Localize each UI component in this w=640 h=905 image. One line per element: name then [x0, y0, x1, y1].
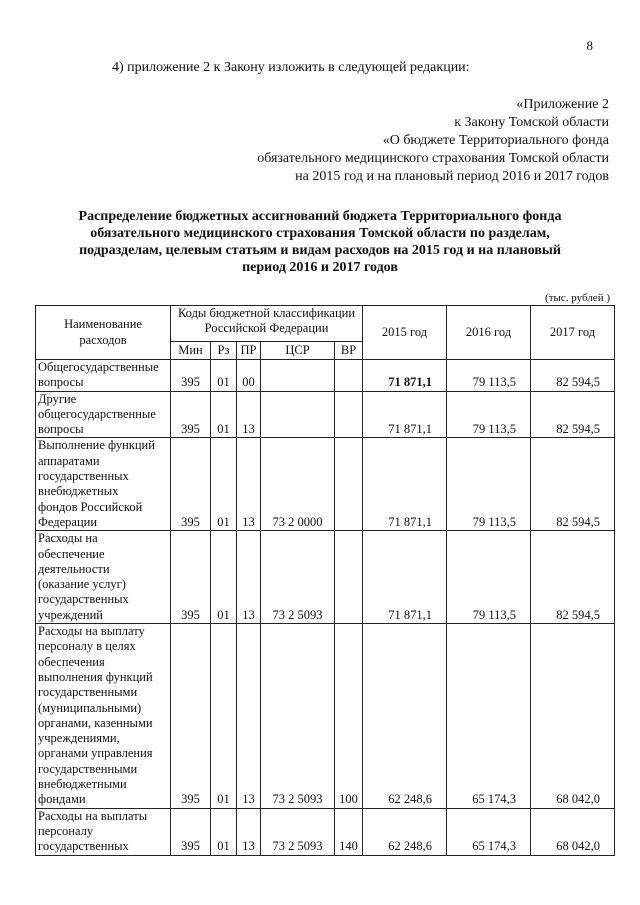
- row-name-line: внебюджетными: [38, 777, 127, 792]
- row-vr: 100: [335, 624, 363, 809]
- row-name: [36, 531, 171, 624]
- row-pr: 13: [237, 808, 261, 855]
- header-row: [36, 306, 615, 342]
- row-name-line: учреждениями,: [38, 731, 120, 746]
- header-min: Мин: [171, 342, 211, 360]
- row-2016: 65 174,3: [447, 624, 531, 809]
- row-2017: 82 594,5: [531, 531, 615, 624]
- row-name-line: органами управления: [38, 746, 153, 761]
- row-name: [36, 808, 171, 855]
- appendix-line: обязательного медицинского страхования Томской области: [257, 151, 609, 166]
- row-name-line: государственных: [38, 839, 129, 854]
- row-rz: 01: [211, 531, 237, 624]
- row-pr: 00: [237, 360, 261, 392]
- row-name-line: Выполнение функций: [38, 438, 155, 453]
- row-name-line: органами, казенными: [38, 715, 153, 730]
- table-row: [36, 531, 615, 624]
- row-2015: 71 871,1: [363, 531, 447, 624]
- row-pr: 13: [237, 624, 261, 809]
- row-name-line: учреждений: [38, 607, 103, 622]
- row-vr: [335, 438, 363, 531]
- appendix-line: к Закону Томской области: [454, 115, 609, 130]
- row-name-line: Другие: [38, 391, 77, 406]
- table-row: [36, 391, 615, 438]
- row-name-line: общегосударственные: [38, 406, 156, 421]
- row-min: 395: [171, 438, 211, 531]
- row-min: 395: [171, 531, 211, 624]
- appendix-reference: [257, 96, 609, 186]
- row-name: [36, 360, 171, 392]
- row-2017: 82 594,5: [531, 360, 615, 392]
- row-2017: 68 042,0: [531, 808, 615, 855]
- row-name-line: фондами: [38, 792, 86, 807]
- row-2015: 62 248,6: [363, 808, 447, 855]
- table-row: [36, 808, 615, 855]
- row-name-line: выполнения функций: [38, 669, 153, 684]
- row-name-line: вопросы: [38, 375, 84, 390]
- row-name-line: Расходы на: [38, 531, 98, 546]
- row-min: 395: [171, 808, 211, 855]
- row-name-line: персоналу: [38, 823, 94, 838]
- row-2016: 79 113,5: [447, 531, 531, 624]
- row-csr: 73 2 5093: [261, 808, 335, 855]
- row-name-line: государственных: [38, 469, 129, 484]
- title-line: подразделам, целевым статьям и видам расходов на 2015 год и на плановый: [79, 243, 561, 258]
- table-row: [36, 624, 615, 809]
- title-line: Распределение бюджетных ассигнований бюджета Территориального фонда: [78, 209, 562, 224]
- row-rz: 01: [211, 391, 237, 438]
- row-name-line: (оказание услуг): [38, 577, 126, 592]
- table-row: [36, 438, 615, 531]
- row-vr: [335, 391, 363, 438]
- row-name-line: (муниципальными): [38, 700, 142, 715]
- row-2015: 71 871,1: [363, 391, 447, 438]
- appendix-line: на 2015 год и на плановый период 2016 и 2017 годов: [295, 169, 609, 184]
- row-csr: [261, 391, 335, 438]
- header-codes-group: Коды бюджетной классификации Российской Федерации: [171, 306, 363, 342]
- row-name-line: Общегосударственные: [38, 360, 159, 374]
- row-name: [36, 624, 171, 809]
- row-name-line: обеспечение: [38, 546, 105, 561]
- table-row: [36, 360, 615, 392]
- row-name-line: государственными: [38, 761, 138, 776]
- header-pr: ПР: [237, 342, 261, 360]
- header-2016: 2016 год: [447, 306, 531, 360]
- row-min: 395: [171, 360, 211, 392]
- header-2015: 2015 год: [363, 306, 447, 360]
- intro-line: 4) приложение 2 к Закону изложить в следующей редакции:: [112, 60, 470, 75]
- row-name: [36, 438, 171, 531]
- row-name-line: Расходы на выплату: [38, 624, 145, 639]
- row-name-line: деятельности: [38, 561, 110, 576]
- table-body: [36, 360, 615, 856]
- appendix-line: «Приложение 2: [516, 97, 609, 112]
- row-name-line: внебюджетных: [38, 484, 119, 499]
- row-2015: 71 871,1: [363, 438, 447, 531]
- header-2017: 2017 год: [531, 306, 615, 360]
- row-2017: 68 042,0: [531, 624, 615, 809]
- header-csr: ЦСР: [261, 342, 335, 360]
- budget-table: [35, 305, 615, 856]
- row-name-line: персоналу в целях: [38, 639, 136, 654]
- row-csr: 73 2 5093: [261, 531, 335, 624]
- row-pr: 13: [237, 531, 261, 624]
- row-csr: 73 2 5093: [261, 624, 335, 809]
- row-2016: 79 113,5: [447, 438, 531, 531]
- row-name-line: вопросы: [38, 422, 84, 437]
- row-name-line: Федерации: [38, 514, 98, 529]
- row-pr: 13: [237, 391, 261, 438]
- row-min: 395: [171, 624, 211, 809]
- row-name-line: государственными: [38, 685, 138, 700]
- row-rz: 01: [211, 438, 237, 531]
- row-2015: 71 871,1: [363, 360, 447, 392]
- row-pr: 13: [237, 438, 261, 531]
- row-name-line: аппаратами: [38, 453, 100, 468]
- row-vr: [335, 531, 363, 624]
- document-title: [70, 208, 570, 276]
- row-min: 395: [171, 391, 211, 438]
- title-line: обязательного медицинского страхования Томской области по разделам,: [90, 226, 550, 241]
- page-number: 8: [586, 38, 593, 53]
- row-rz: 01: [211, 624, 237, 809]
- row-rz: 01: [211, 360, 237, 392]
- title-line: период 2016 и 2017 годов: [242, 260, 398, 275]
- row-2016: 79 113,5: [447, 360, 531, 392]
- row-2016: 65 174,3: [447, 808, 531, 855]
- header-rz: Рз: [211, 342, 237, 360]
- header-name: Наименование расходов: [36, 306, 171, 360]
- row-name-line: Расходы на выплаты: [38, 808, 148, 823]
- row-name: [36, 391, 171, 438]
- row-rz: 01: [211, 808, 237, 855]
- row-2015: 62 248,6: [363, 624, 447, 809]
- row-2016: 79 113,5: [447, 391, 531, 438]
- row-csr: 73 2 0000: [261, 438, 335, 531]
- appendix-line: «О бюджете Территориального фонда: [382, 133, 609, 148]
- header-vr: ВР: [335, 342, 363, 360]
- row-name-line: государственных: [38, 592, 129, 607]
- row-csr: [261, 360, 335, 392]
- row-name-line: обеспечения: [38, 654, 105, 669]
- row-vr: [335, 360, 363, 392]
- row-vr: 140: [335, 808, 363, 855]
- row-2017: 82 594,5: [531, 391, 615, 438]
- row-name-line: фондов Российской: [38, 499, 143, 514]
- units-label: (тыс. рублей ): [545, 292, 610, 304]
- row-2017: 82 594,5: [531, 438, 615, 531]
